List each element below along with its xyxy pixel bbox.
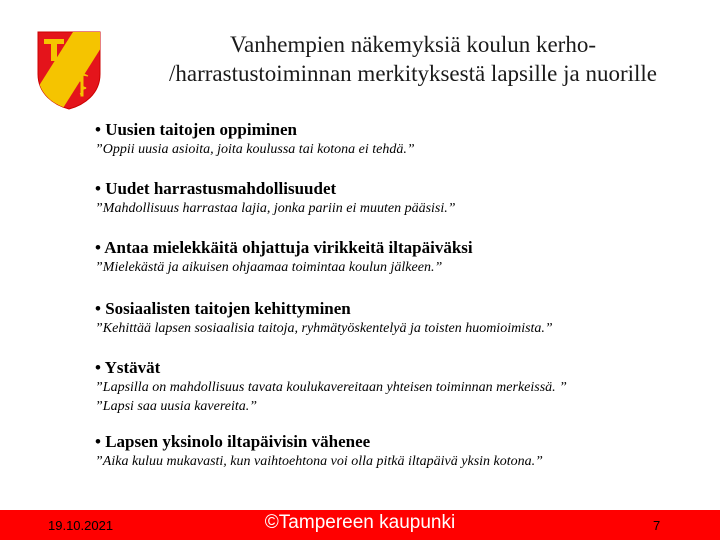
tampere-coat-of-arms-logo xyxy=(36,30,102,110)
bullet-item xyxy=(95,120,695,159)
bullet-quote: ”Aika kuluu mukavasti, kun vaihtoehtona voi olla pitkä iltapäivä yksin kotona.” xyxy=(95,454,543,469)
bullet-list xyxy=(95,120,695,471)
bullet-item xyxy=(95,238,695,277)
bullet-item xyxy=(95,299,695,338)
bullet-item xyxy=(95,358,695,416)
bullet-heading: • Uusien taitojen oppiminen xyxy=(95,120,297,139)
title-line-2: /harrastustoiminnan merkityksestä lapsille ja nuorille xyxy=(169,61,657,86)
bullet-heading: • Antaa mielekkäitä ohjattuja virikkeitä iltapäiväksi xyxy=(95,238,473,257)
bullet-heading: • Lapsen yksinolo iltapäivisin vähenee xyxy=(95,432,371,451)
coat-of-arms-icon xyxy=(36,30,102,110)
bullet-quote: ”Lapsi saa uusia kavereita.” xyxy=(95,399,258,414)
bullet-quote: ”Mielekästä ja aikuisen ohjaamaa toimintaa koulun jälkeen.” xyxy=(95,260,443,275)
bullet-quote: ”Oppii uusia asioita, joita koulussa tai kotona ei tehdä.” xyxy=(95,142,415,157)
bullet-heading: • Sosiaalisten taitojen kehittyminen xyxy=(95,299,351,318)
bullet-heading: • Uudet harrastusmahdollisuudet xyxy=(95,179,337,198)
bullet-quote: ”Mahdollisuus harrastaa lajia, jonka pariin ei muuten pääsisi.” xyxy=(95,201,456,216)
footer-bar xyxy=(0,510,720,540)
bullet-quote: ”Lapsilla on mahdollisuus tavata koulukavereitaan yhteisen toiminnan merkeissä. ” xyxy=(95,380,567,395)
slide-title xyxy=(118,30,708,88)
bullet-item xyxy=(95,179,695,218)
footer-copyright: ©Tampereen kaupunki xyxy=(264,512,456,533)
footer-date: 19.10.2021 xyxy=(48,518,114,533)
bullet-item xyxy=(95,432,695,471)
title-line-1: Vanhempien näkemyksiä koulun kerho- xyxy=(230,32,596,57)
page-number: 7 xyxy=(653,518,661,533)
bullet-quote: ”Kehittää lapsen sosiaalisia taitoja, ryhmätyöskentelyä ja toisten huomioimista.” xyxy=(95,321,553,336)
bullet-heading: • Ystävät xyxy=(95,358,161,377)
